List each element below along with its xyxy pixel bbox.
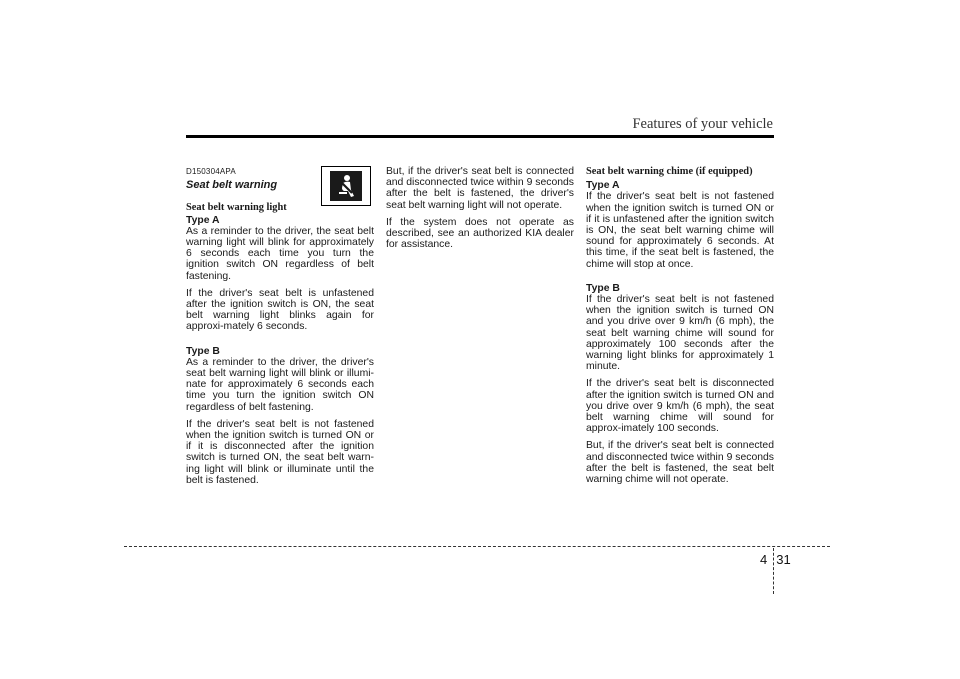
paragraph: If the driver's seat belt is not fastened when the ignition switch is turned ON or if it is unfastened after the ignition switch is ON, the seat belt warning chime will sound for approximately 6 seconds. At this time, if the seat belt is fastened, the chime will stop at once. bbox=[586, 191, 774, 270]
page-header-title: Features of your vehicle bbox=[632, 116, 773, 132]
header-rule bbox=[186, 135, 774, 138]
paragraph: If the driver's seat belt is not fastened when the ignition switch is turned ON or if it is disconnected after the ignition switch is turned ON, the seat belt warn-ing light will blink or illuminate until the belt is fastened. bbox=[186, 418, 374, 486]
page-number-value: 31 bbox=[776, 552, 791, 567]
type-b-label: Type B bbox=[586, 282, 620, 294]
type-a-label: Type A bbox=[586, 180, 620, 192]
column-3 bbox=[586, 166, 774, 491]
chapter-number: 4 bbox=[760, 552, 768, 567]
paragraph: If the driver's seat belt is not fastened when the ignition switch is turned ON and you drive over 9 km/h (6 mph), the seat belt warning chime will sound for approximately 100 seconds after the warning light blinks for approximately 1 minute. bbox=[586, 294, 774, 373]
paragraph: If the system does not operate as described, see an authorized KIA dealer for assistance. bbox=[386, 216, 574, 251]
subheading-warning-chime: Seat belt warning chime (if equipped) bbox=[586, 166, 753, 177]
section-title: Seat belt warning bbox=[186, 179, 278, 192]
column-1 bbox=[186, 166, 374, 492]
paragraph: If the driver's seat belt is unfastened after the ignition switch is ON, the seat belt warning light blinks again for approxi-mately 6 seconds. bbox=[186, 287, 374, 333]
footer-divider bbox=[124, 546, 830, 547]
paragraph: But, if the driver's seat belt is connected and disconnected twice within 9 seconds after the belt is fastened, the driver's seat belt warning light will not operate. bbox=[386, 166, 574, 211]
paragraph: But, if the driver's seat belt is connected and disconnected twice within 9 seconds after the belt is fastened, the seat belt warning chime will not operate. bbox=[586, 440, 774, 486]
subheading-warning-light: Seat belt warning light bbox=[186, 202, 287, 214]
type-b-label: Type B bbox=[186, 345, 220, 357]
type-a-label: Type A bbox=[186, 214, 220, 226]
paragraph: If the driver's seat belt is disconnected after the ignition switch is turned ON and you drive over 9 km/h (6 mph), the seat belt warning chime will sound for approx-imately 100 seconds. bbox=[586, 378, 774, 435]
page-number bbox=[760, 552, 791, 567]
paragraph: As a reminder to the driver, the driver's seat belt warning light will blink or illumi-nate for approximately 6 seconds each time you turn the ignition switch ON regardless of belt fastening. bbox=[186, 356, 374, 413]
column-2 bbox=[386, 166, 574, 256]
paragraph: As a reminder to the driver, the seat belt warning light will blink for approximately 6 seconds each time you turn the ignition switch ON regardless of belt fastening. bbox=[186, 225, 374, 282]
section-code: D150304APA bbox=[186, 167, 236, 176]
